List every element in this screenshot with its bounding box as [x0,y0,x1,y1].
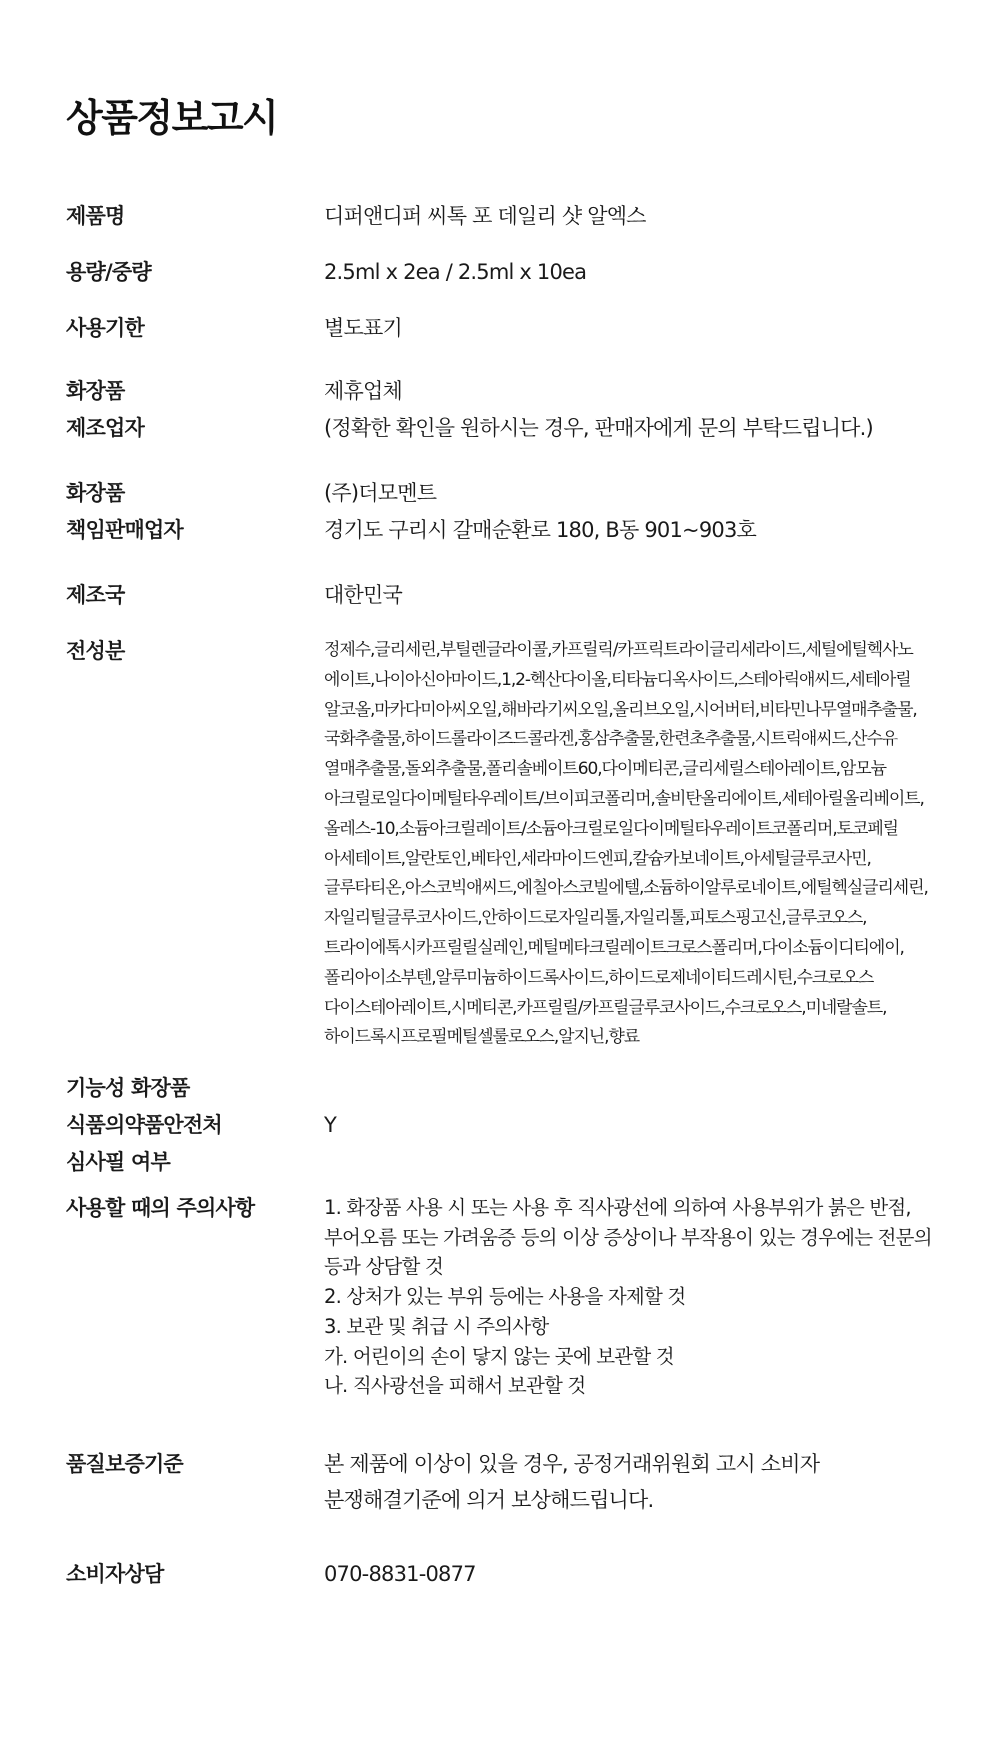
label-contact: 소비자상담 [66,1562,164,1586]
value-ingredients: 정제수,글리세린,부틸렌글라이콜,카프릴릭/카프릭트라이글리세라이드,세틸에틸헥사노 에이트,나이아신아마이드,1,2-헥산다이올,티타늄디옥사이드,스테아릭애씨드,세테아릴 알코올,마카다미아씨오일,해바라기씨오일,올리브오일,시어버터,비타민나무열매추출물, 국화추출물,하이드롤라이즈드콜라겐,홍삼추출물,한련초추출물,시트릭애씨드,산수유 열매추출물,돌외추출물,폴리솔베이트60,다이메티콘,글리세릴스테아레이트,암모늄 아크릴로일다이메틸타우레이트/브이피코폴리머,솔비탄올리에이트,세테아릴올리베이트, 올레스-10,소듐아크릴레이트/소듐아크릴로일다이메틸타우레이트코폴리머,토코페릴 아세테이트,알란토인,베타인,세라마이드엔피,칼슘카보네이트,아세틸글루코사민, 글루타티온,아스코빅애씨드,에칠아스코빌에텔,소듐하이알루로네이트,에틸헥실글리세린, 자일리틸글루코사이드,안하이드로자일리톨,자일리톨,피토스핑고신,글루코오스, 트라이에톡시카프릴릴실레인,메틸메타크릴레이트크로스폴리머,다이소듐이디티에이, 폴리아이소부텐,알루미늄하이드록사이드,하이드로제네이티드레시틴,수크로오스 다이스테아레이트,시메티콘,카프릴릴/카프릴글루코사이드,수크로오스,미네랄솔트, 하이드록시프로필메틸셀룰로오스,알지닌,향료 [324,640,928,1048]
label-quality: 품질보증기준 [66,1452,183,1476]
label-functional: 기능성 화장품 식품의약품안전처 심사필 여부 [66,1076,222,1174]
label-capacity: 용량/중량 [66,260,151,284]
value-expiry: 별도표기 [324,316,402,340]
label-product-name: 제품명 [66,204,125,228]
value-caution: 1. 화장품 사용 시 또는 사용 후 직사광선에 의하여 사용부위가 붉은 반점, 부어오름 또는 가려움증 등의 이상 증상이나 부작용이 있는 경우에는 전문의 등과 상담할 것 2. 상처가 있는 부위 등에는 사용을 자제할 것 3. 보관 및 취급 시 주의사항 가. 어린이의 손이 닿지 않는 곳에 보관할 것 나. 직사광선을 피해서 보관할 것 [324,1196,932,1398]
value-seller: (주)더모멘트 경기도 구리시 갈매순환로 180, B동 901~903호 [324,481,757,542]
value-functional: Y [324,1113,337,1137]
label-caution: 사용할 때의 주의사항 [66,1196,255,1220]
label-country: 제조국 [66,583,125,607]
value-contact: 070-8831-0877 [324,1562,476,1586]
value-manufacturer: 제휴업체 (정확한 확인을 원하시는 경우, 판매자에게 문의 부탁드립니다.) [324,379,873,440]
page-title: 상품정보고시 [66,96,278,140]
value-country: 대한민국 [324,583,402,607]
label-ingredients: 전성분 [66,639,125,663]
label-expiry: 사용기한 [66,316,144,340]
value-product-name: 디퍼앤디퍼 씨톡 포 데일리 샷 알엑스 [324,204,646,228]
label-seller: 화장품 책임판매업자 [66,481,183,542]
value-quality: 본 제품에 이상이 있을 경우, 공정거래위원회 고시 소비자 분쟁해결기준에 의거 보상해드립니다. [324,1452,820,1512]
value-capacity: 2.5ml x 2ea / 2.5ml x 10ea [324,260,587,284]
label-manufacturer: 화장품 제조업자 [66,379,144,440]
